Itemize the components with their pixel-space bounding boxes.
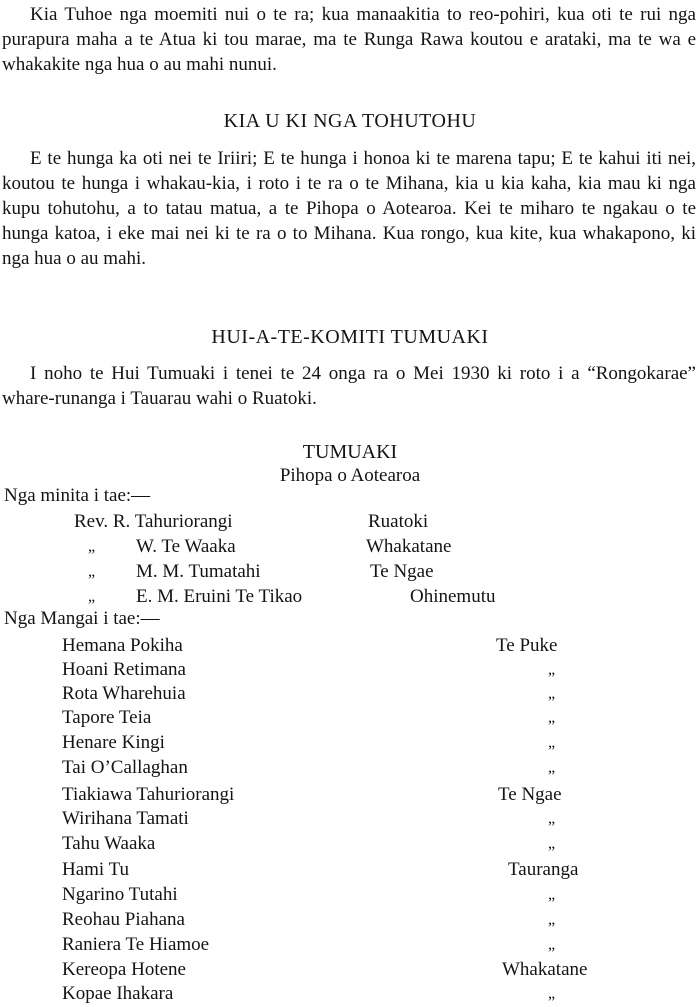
delegate-place: Te Puke (496, 635, 558, 656)
delegate-row (62, 832, 682, 856)
minister-row (74, 585, 674, 609)
ditto-mark: „ (548, 759, 556, 776)
delegate-row (62, 883, 682, 907)
delegate-place: Tauranga (508, 859, 579, 880)
delegate-row (62, 908, 682, 932)
delegate-row (62, 933, 682, 957)
delegate-place: Whakatane (502, 959, 588, 980)
delegate-row (62, 706, 682, 730)
paragraph-iriiri: E te hunga ka oti nei te Iriiri; E te hunga i honoa ki te marena tapu; E te kahui iti nei, koutou te hunga i whakau-kia, i roto i te ra o te Mihana, kia u kia kaha, kia mau ki nga kupu tohutohu, a to tatau matua, a te Pihopa o Aotearoa. Kei te miharo te ngakau o te hunga katoa, i eke mai nei ki te ra o to Mihana. Kua rongo, kua kite, kua whakapono, ki nga hua o au mahi. (2, 148, 696, 269)
delegate-row (62, 982, 682, 1006)
heading-komiti: HUI-A-TE-KOMITI TUMUAKI (211, 326, 489, 348)
ditto-mark: „ (548, 886, 556, 903)
delegate-row (62, 658, 682, 682)
ditto-mark: „ (548, 911, 556, 928)
minister-name: Rev. R. Tahuriorangi (74, 511, 233, 532)
ditto-mark: „ (548, 835, 556, 852)
delegate-name: Wirihana Tamati (62, 808, 189, 829)
ditto-mark: „ (548, 685, 556, 702)
paragraph-hui: I noho te Hui Tumuaki i tenei te 24 onga ra o Mei 1930 ki roto i a “Rongokarae” whare-runanga i Tauarau wahi o Ruatoki. (2, 363, 696, 409)
delegate-row (62, 634, 682, 658)
minister-row (74, 535, 674, 559)
delegate-name: Kereopa Hotene (62, 959, 186, 980)
heading-tohutohu: KIA U KI NGA TOHUTOHU (223, 110, 477, 132)
delegate-row (62, 682, 682, 706)
delegate-name: Tapore Teia (62, 707, 152, 728)
delegate-name: Hemana Pokiha (62, 635, 183, 656)
delegate-row (62, 783, 682, 807)
minister-name: E. M. Eruini Te Tikao (136, 586, 303, 607)
ditto-mark: „ (548, 734, 556, 751)
delegate-name: Ngarino Tutahi (62, 884, 178, 905)
heading-tumuaki: TUMUAKI (302, 441, 398, 463)
delegate-row (62, 756, 682, 780)
delegate-name: Tahu Waaka (62, 833, 156, 854)
delegate-name: Hami Tu (62, 859, 130, 880)
delegate-name: Kopae Ihakara (62, 983, 174, 1004)
delegate-row (62, 858, 682, 882)
delegate-place: Te Ngae (498, 784, 562, 805)
delegate-name: Reohau Piahana (62, 909, 185, 930)
ditto-mark: „ (548, 810, 556, 827)
minister-name: M. M. Tumatahi (136, 561, 261, 582)
delegate-name: Hoani Retimana (62, 659, 186, 680)
delegate-name: Tiakiawa Tahuriorangi (62, 784, 235, 805)
heading-pihopa: Pihopa o Aotearoa (279, 465, 421, 486)
minister-row (74, 510, 674, 534)
ditto-mark: „ (548, 661, 556, 678)
delegate-name: Rota Wharehuia (62, 683, 186, 704)
ditto-mark: „ (548, 985, 556, 1002)
minister-row (74, 560, 674, 584)
ditto-mark: „ (88, 588, 96, 605)
delegates-label: Nga Mangai i tae:— (4, 608, 160, 629)
ditto-mark: „ (548, 936, 556, 953)
delegate-name: Tai O’Callaghan (62, 757, 188, 778)
delegate-name: Raniera Te Hiamoe (62, 934, 210, 955)
minister-place: Ohinemutu (410, 586, 496, 607)
delegate-row (62, 731, 682, 755)
delegate-row (62, 807, 682, 831)
ministers-label: Nga minita i tae:— (4, 485, 151, 506)
minister-place: Te Ngae (370, 561, 434, 582)
delegate-row (62, 958, 682, 982)
minister-place: Whakatane (366, 536, 452, 557)
ditto-mark: „ (88, 563, 96, 580)
minister-name: W. Te Waaka (136, 536, 236, 557)
paragraph-tuhoe: Kia Tuhoe nga moemiti nui o te ra; kua manaakitia to reo-pohiri, kua oti te rui nga purapura maha a te Atua ki tou marae, ma te Runga Rawa koutou e arataki, ma te wa e whakakite nga hua o au mahi nunui. (2, 4, 696, 75)
ditto-mark: „ (88, 538, 96, 555)
delegate-name: Henare Kingi (62, 732, 165, 753)
ditto-mark: „ (548, 709, 556, 726)
minister-place: Ruatoki (368, 511, 429, 532)
